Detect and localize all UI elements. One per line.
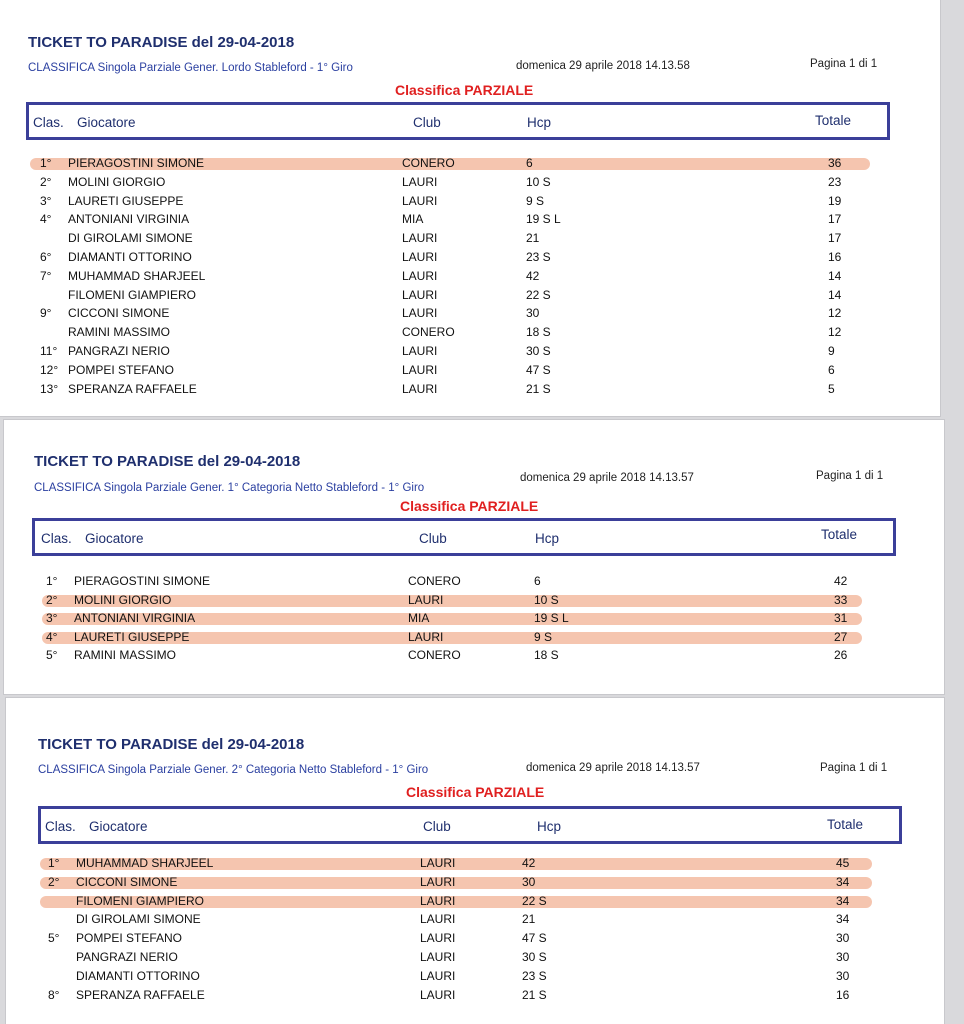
table-row [6,854,944,873]
cell-player: PANGRAZI NERIO [68,344,170,358]
table-header-box [26,102,890,140]
cell-hcp: 22 S [522,893,547,908]
sheet-subtitle: CLASSIFICA Singola Parziale Gener. 2° Categoria Netto Stableford - 1° Giro [38,764,429,776]
results-sheet-cat2 [6,698,944,1024]
cell-hcp: 23 S [522,968,547,983]
cell-club: CONERO [408,574,461,588]
cell-total: 23 [828,174,842,189]
cell-hcp: 18 S [534,648,559,662]
cell-position: 9° [40,306,52,321]
cell-total: 17 [828,231,842,246]
cell-total: 9 [828,344,835,358]
cell-hcp: 47 S [522,931,547,946]
cell-club: LAURI [402,381,438,396]
cell-position: 11° [40,344,58,358]
cell-player: DI GIROLAMI SIMONE [76,912,201,927]
cell-position: 2° [40,174,52,189]
cell-club: LAURI [408,592,444,607]
cell-total: 19 [828,193,842,208]
table-row [0,304,940,323]
cell-player: RAMINI MASSIMO [68,325,171,340]
cell-position: 13° [40,381,59,396]
cell-position: 1° [48,856,60,870]
cell-player: RAMINI MASSIMO [74,648,177,662]
table-row [0,248,940,267]
cell-total: 26 [834,648,848,662]
sheet-page-info: Pagina 1 di 1 [816,470,884,482]
table-row [0,361,940,380]
table-row [6,929,944,948]
cell-position: 12° [40,362,59,377]
cell-player: DIAMANTI OTTORINO [68,250,192,264]
table-header-box [38,806,902,844]
cell-total: 12 [828,306,842,321]
cell-hcp: 21 S [522,987,547,1002]
cell-player: MUHAMMAD SHARJEEL [76,856,214,870]
cell-total: 5 [828,381,835,396]
sheet-subtitle: CLASSIFICA Singola Parziale Gener. Lordo Stableford - 1° Giro [28,62,353,74]
table-row [0,380,940,399]
cell-position: 1° [46,574,58,588]
table-row [4,591,944,610]
table-row [0,173,940,192]
cell-club: LAURI [402,362,438,377]
cell-player: POMPEI STEFANO [76,931,183,946]
results-sheet-lordo [0,0,940,416]
header-totale: Totale [827,817,864,832]
cell-player: CICCONI SIMONE [76,874,178,889]
cell-club: LAURI [402,250,438,264]
cell-total: 34 [836,893,850,908]
cell-position: 2° [48,874,60,889]
classifica-heading: Classifica PARZIALE [395,82,534,98]
cell-position: 5° [48,931,60,946]
cell-player: ANTONIANI VIRGINIA [74,611,196,625]
cell-hcp: 19 S L [526,212,561,227]
header-clas: Clas. [41,531,72,546]
cell-player: MOLINI GIORGIO [68,174,166,189]
cell-hcp: 30 [522,874,536,889]
table-row [0,267,940,286]
cell-player: POMPEI STEFANO [68,362,175,377]
cell-club: LAURI [402,231,438,246]
header-giocatore: Giocatore [85,531,144,546]
cell-position: 2° [46,592,58,607]
cell-player: SPERANZA RAFFAELE [76,987,205,1002]
cell-total: 12 [828,325,842,340]
cell-club: CONERO [402,156,455,170]
cell-club: LAURI [420,931,456,946]
cell-hcp: 21 [526,231,540,246]
cell-club: LAURI [420,950,456,964]
cell-position: 4° [46,629,58,644]
cell-hcp: 9 S [526,193,545,208]
cell-club: CONERO [402,325,455,340]
table-row [0,323,940,342]
cell-total: 6 [828,362,835,377]
cell-position: 8° [48,987,60,1002]
header-club: Club [423,819,451,834]
sheet-page-info: Pagina 1 di 1 [820,762,888,774]
header-club: Club [419,531,447,546]
cell-position: 3° [40,193,52,208]
cell-position: 4° [40,212,52,227]
cell-hcp: 21 [522,912,536,927]
cell-player: DIAMANTI OTTORINO [76,968,200,983]
table-row [0,229,940,248]
header-totale: Totale [821,527,858,542]
cell-club: LAURI [402,174,438,189]
header-clas: Clas. [45,819,76,834]
cell-player: CICCONI SIMONE [68,306,170,321]
header-hcp: Hcp [537,819,562,834]
table-row [0,210,940,229]
table-row [6,986,944,1005]
header-hcp: Hcp [535,531,560,546]
header-totale: Totale [815,113,852,128]
cell-hcp: 10 S [526,174,551,189]
cell-player: MOLINI GIORGIO [74,592,172,607]
cell-total: 34 [836,874,850,889]
cell-total: 14 [828,287,842,302]
header-hcp: Hcp [527,115,552,130]
cell-club: MIA [402,212,424,227]
cell-position: 7° [40,268,52,283]
cell-club: MIA [408,611,430,625]
table-row [0,342,940,361]
cell-hcp: 18 S [526,325,551,340]
sheet-datetime: domenica 29 aprile 2018 14.13.57 [520,472,694,484]
cell-position: 1° [40,156,52,170]
cell-total: 16 [836,987,850,1002]
cell-total: 30 [836,968,850,983]
sheet-datetime: domenica 29 aprile 2018 14.13.57 [526,762,700,774]
cell-club: CONERO [408,648,461,662]
cell-total: 16 [828,250,842,264]
table-row [6,873,944,892]
cell-position: 5° [46,648,58,662]
cell-total: 45 [836,856,850,870]
cell-club: LAURI [420,987,456,1002]
header-giocatore: Giocatore [77,115,136,130]
table-row [4,628,944,647]
cell-total: 36 [828,156,842,170]
cell-club: LAURI [420,856,456,870]
cell-player: LAURETI GIUSEPPE [74,629,190,644]
cell-club: LAURI [402,287,438,302]
sheet-title: TICKET TO PARADISE del 29-04-2018 [28,34,295,51]
table-row [4,572,944,591]
table-row [6,910,944,929]
cell-hcp: 42 [526,268,540,283]
cell-player: PIERAGOSTINI SIMONE [68,156,205,170]
cell-hcp: 21 S [526,381,551,396]
cell-player: PANGRAZI NERIO [76,950,178,964]
table-row [4,609,944,628]
cell-player: SPERANZA RAFFAELE [68,381,197,396]
cell-total: 42 [834,574,848,588]
cell-hcp: 6 [526,156,533,170]
header-giocatore: Giocatore [89,819,148,834]
cell-total: 33 [834,592,848,607]
cell-hcp: 10 S [534,592,559,607]
cell-position: 3° [46,611,58,625]
table-row [6,967,944,986]
cell-hcp: 30 S [526,344,551,358]
cell-club: LAURI [402,268,438,283]
cell-club: LAURI [408,629,444,644]
cell-player: FILOMENI GIAMPIERO [68,287,197,302]
cell-club: LAURI [420,874,456,889]
cell-club: LAURI [402,344,438,358]
cell-player: MUHAMMAD SHARJEEL [68,268,206,283]
table-row [0,286,940,305]
results-sheet-cat1 [4,420,944,694]
cell-hcp: 23 S [526,250,551,264]
header-club: Club [413,115,441,130]
sheet-title: TICKET TO PARADISE del 29-04-2018 [34,453,301,470]
cell-club: LAURI [420,893,456,908]
cell-hcp: 22 S [526,287,551,302]
cell-player: FILOMENI GIAMPIERO [76,893,205,908]
cell-hcp: 9 S [534,629,553,644]
cell-total: 30 [836,950,850,964]
cell-club: LAURI [420,968,456,983]
table-row [6,892,944,911]
cell-player: ANTONIANI VIRGINIA [68,212,190,227]
cell-hcp: 19 S L [534,611,569,625]
classifica-heading: Classifica PARZIALE [400,498,539,514]
cell-club: LAURI [402,306,438,321]
cell-hcp: 47 S [526,362,551,377]
cell-player: PIERAGOSTINI SIMONE [74,574,211,588]
table-row [4,646,944,665]
sheet-title: TICKET TO PARADISE del 29-04-2018 [38,736,305,753]
cell-club: LAURI [402,193,438,208]
table-header-box [32,518,896,556]
cell-hcp: 6 [534,574,541,588]
cell-total: 27 [834,629,848,644]
cell-total: 31 [834,611,848,625]
cell-position: 6° [40,250,52,264]
cell-total: 30 [836,931,850,946]
cell-player: DI GIROLAMI SIMONE [68,231,193,246]
cell-total: 34 [836,912,850,927]
classifica-heading: Classifica PARZIALE [406,784,545,800]
table-row [0,192,940,211]
cell-club: LAURI [420,912,456,927]
header-clas: Clas. [33,115,64,130]
sheet-subtitle: CLASSIFICA Singola Parziale Gener. 1° Categoria Netto Stableford - 1° Giro [34,482,425,494]
cell-player: LAURETI GIUSEPPE [68,193,184,208]
cell-total: 14 [828,268,842,283]
table-row [0,154,940,173]
cell-total: 17 [828,212,842,227]
table-row [6,948,944,967]
cell-hcp: 30 [526,306,540,321]
sheet-page-info: Pagina 1 di 1 [810,58,878,70]
cell-hcp: 42 [522,856,536,870]
cell-hcp: 30 S [522,950,547,964]
sheet-datetime: domenica 29 aprile 2018 14.13.58 [516,60,690,72]
